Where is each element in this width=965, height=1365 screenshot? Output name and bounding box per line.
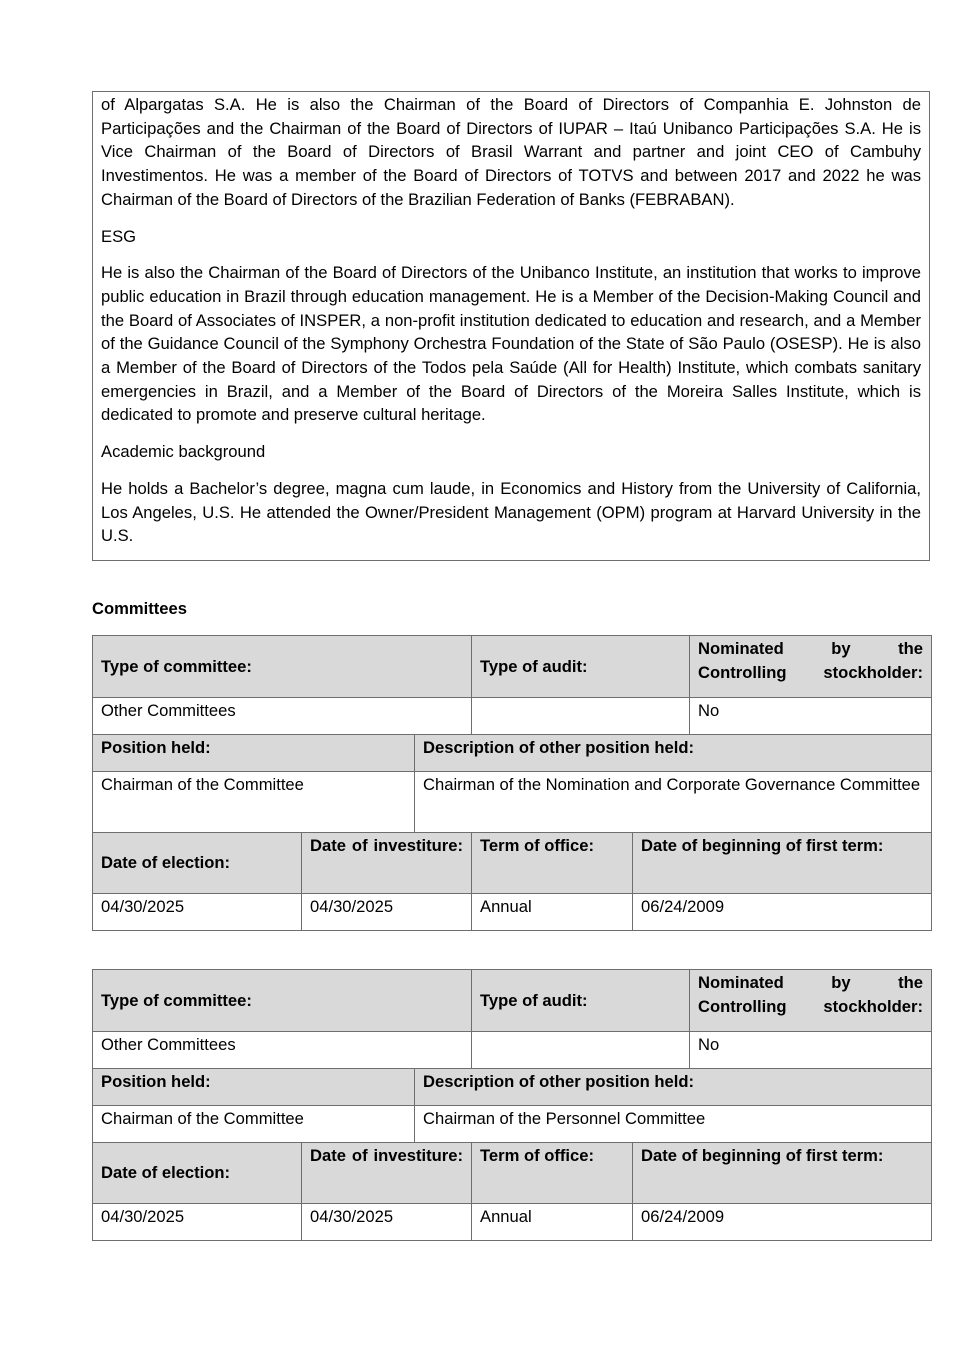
nominated-value: No <box>690 698 932 735</box>
date-of-investiture-label: Date of investiture: <box>302 1143 472 1204</box>
term-of-office-value: Annual <box>472 894 633 931</box>
description-other-label: Description of other position held: <box>415 1069 932 1106</box>
committees-heading: Committees <box>92 599 187 618</box>
position-held-value: Chairman of the Committee <box>93 772 415 833</box>
term-of-office-label: Term of office: <box>472 1143 633 1204</box>
bio-paragraph-esg: He is also the Chairman of the Board of Directors of the Unibanco Institute, an institution that works to improve public education in Brazil through education management. He is a Member of the Decision-Making Council and the Board of Associates of INSPER, a non-profit institution dedicated to education and research, and a Member of the Guidance Council of the Symphony Orchestra Foundation of the State of São Paulo (OSESP). He is also a Member of the Board of Directors of the Todos pela Saúde (All for Health) Institute, which combats sanitary emergencies in Brazil, and a Member of the Board of Directors of the Moreira Salles Institute, which is dedicated to promote and preserve cultural heritage. <box>101 263 921 425</box>
position-held-label: Position held: <box>93 1069 415 1106</box>
bio-heading-academic: Academic background <box>101 442 266 462</box>
date-first-term-value: 06/24/2009 <box>633 1204 932 1241</box>
date-of-election-value: 04/30/2025 <box>93 1204 302 1241</box>
type-of-committee-label: Type of committee: <box>93 970 472 1032</box>
committee-table <box>92 969 932 1241</box>
bio-paragraph-academic: He holds a Bachelor’s degree, magna cum laude, in Economics and History from the University of California, Los Angeles, U.S. He attended the Owner/President Management (OPM) program at Harvard University in the U.S. <box>101 478 921 546</box>
date-of-investiture-value: 04/30/2025 <box>302 894 472 931</box>
description-other-label: Description of other position held: <box>415 735 932 772</box>
biography-box <box>92 91 930 561</box>
bio-paragraph-career: of Alpargatas S.A. He is also the Chairman of the Board of Directors of Companhia E. Johnston de Participações and the Chairman of the Board of Directors of IUPAR – Itaú Unibanco Participações S.A. He is Vice Chairman of the Board of Directors of Brasil Warrant and partner and joint CEO of Cambuhy Investimentos. He was a member of the Board of Directors of TOTVS and between 2017 and 2022 he was Chairman of the Board of Directors of the Brazilian Federation of Banks (FEBRABAN). <box>101 95 921 209</box>
date-of-investiture-label: Date of investiture: <box>302 833 472 894</box>
date-of-investiture-value: 04/30/2025 <box>302 1204 472 1241</box>
type-of-committee-value: Other Committees <box>93 698 472 735</box>
type-of-committee-value: Other Committees <box>93 1032 472 1069</box>
bio-heading-esg: ESG <box>101 226 137 246</box>
date-of-election-value: 04/30/2025 <box>93 894 302 931</box>
type-of-audit-label: Type of audit: <box>472 970 690 1032</box>
nominated-label: Nominated by the Controlling stockholder: <box>690 636 932 698</box>
date-of-election-label: Date of election: <box>93 833 302 894</box>
type-of-committee-label: Type of committee: <box>93 636 472 698</box>
description-other-value: Chairman of the Personnel Committee <box>415 1106 932 1143</box>
position-held-value: Chairman of the Committee <box>93 1106 415 1143</box>
date-of-election-label: Date of election: <box>93 1143 302 1204</box>
nominated-label: Nominated by the Controlling stockholder: <box>690 970 932 1032</box>
type-of-audit-value <box>472 698 690 735</box>
description-other-value: Chairman of the Nomination and Corporate Governance Committee <box>415 772 932 833</box>
nominated-value: No <box>690 1032 932 1069</box>
committee-table <box>92 635 932 931</box>
position-held-label: Position held: <box>93 735 415 772</box>
term-of-office-label: Term of office: <box>472 833 633 894</box>
date-first-term-value: 06/24/2009 <box>633 894 932 931</box>
date-first-term-label: Date of beginning of first term: <box>633 833 932 894</box>
term-of-office-value: Annual <box>472 1204 633 1241</box>
type-of-audit-value <box>472 1032 690 1069</box>
date-first-term-label: Date of beginning of first term: <box>633 1143 932 1204</box>
type-of-audit-label: Type of audit: <box>472 636 690 698</box>
